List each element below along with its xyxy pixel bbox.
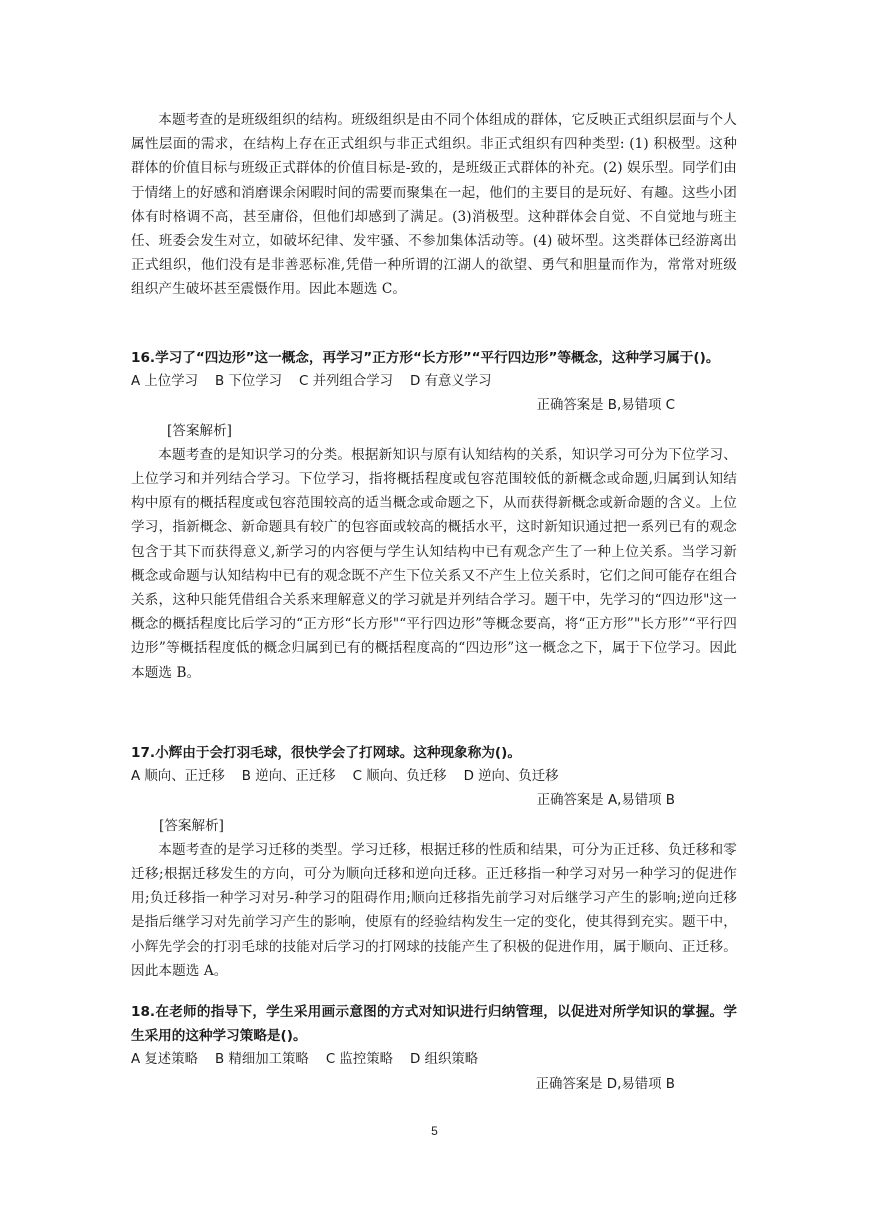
question-17-answer: 正确答案是 A,易错项 B bbox=[536, 793, 675, 809]
question-18-options: A 复述策略 B 精细加工策略 C 监控策略 D 组织策略 bbox=[131, 1052, 479, 1068]
question-17-options: A 顺向、正迁移 B 逆向、正迁移 C 顺向、负迁移 D 逆向、负迁移 bbox=[131, 769, 559, 785]
question-16-analysis: 本题考查的是知识学习的分类。根据新知识与原有认知结构的关系，知识学习可分为下位学习、上位学习和并列结合学习。下位学习，指将概括程度或包容范围较低的新概念或命题,归属到认知结构中原有的概括程度或包容范围较高的适当概念或命题之下，从而获得新概念或新命题的含义。上位学习，指新概念、新命题具有较广的包容面或较高的概括水平，这时新知识通过把一系列已有的观念包含于其下而获得意义,新学习的内容便与学生认知结构中已有观念产生了一种上位关系。当学习新概念或命题与认知结构中已有的观念既不产生下位关系又不产生上位关系时，它们之间可能存在组合关系，这种只能凭借组合关系来理解意义的学习就是并列结合学习。题干中，先学习的“四边形"这一概念的概括程度比后学习的“正方形“长方形"“平行四边形”等概念要高，将“正方形”"长方形”“平行四边形”等概括程度低的概念归属到已有的概括程度高的“四边形”这一概念之下，属于下位学习。因此本题选 B。 bbox=[131, 446, 737, 681]
question-18 bbox=[131, 1000, 737, 1097]
question-17-stem: 17.小辉由于会打羽毛球，很快学会了打网球。这种现象称为()。 bbox=[131, 745, 521, 761]
question-18-stem: 18.在老师的指导下，学生采用画示意图的方式对知识进行归纳管理，以促进对所学知识的掌握。学生采用的这种学习策略是()。 bbox=[131, 1004, 737, 1045]
intro-section bbox=[131, 108, 737, 302]
intro-paragraph: 本题考查的是班级组织的结构。班级组织是由不同个体组成的群体，它反映正式组织层面与个人属性层面的需求，在结构上存在正式组织与非正式组织。非正式组织有四种类型: (1) 积极型。这种群体的价值目标与班级正式群体的价值目标是-致的，是班级正式群体的补充。(2) 娱乐型。同学们由于情绪上的好感和消磨课余闲暇时间的需要而聚集在一起，他们的主要目的是玩好、有趣。这些小团体有时格调不高，甚至庸俗，但他们却感到了满足。(3)消极型。这种群体会自觉、不自觉地与班主任、班委会发生对立，如破坏纪律、发牢骚、不参加集体活动等。(4) 破坏型。这类群体已经游离出正式组织，他们没有是非善恶标准,凭借一种所谓的江湖人的欲望、勇气和胆量而作为，常常对班级组织产生破坏甚至震慑作用。因此本题选 C。 bbox=[131, 112, 737, 298]
question-17 bbox=[131, 741, 737, 983]
question-16 bbox=[131, 346, 737, 685]
question-16-options: A 上位学习 B 下位学习 C 并列组合学习 D 有意义学习 bbox=[131, 374, 492, 390]
page-number: 5 bbox=[431, 1124, 438, 1138]
question-16-answer: 正确答案是 B,易错项 C bbox=[536, 398, 675, 414]
question-18-answer: 正确答案是 D,易错项 B bbox=[535, 1076, 675, 1092]
question-16-analysis-tag: [答案解析] bbox=[167, 422, 232, 439]
question-17-analysis: 本题考查的是学习迁移的类型。学习迁移，根据迁移的性质和结果，可分为正迁移、负迁移和零迁移;根据迁移发生的方向，可分为顺向迁移和逆向迁移。正迁移指一种学习对另一种学习的促进作用;负迁移指一种学习对另-种学习的阻碍作用;顺向迁移指先前学习对后继学习产生的影响;逆向迁移是指后继学习对先前学习产生的影响，使原有的经验结构发生一定的变化，使其得到充实。题干中，小辉先学会的打羽毛球的技能对后学习的打网球的技能产生了积极的促进作用，属于顺向、正迁移。因此本题选 A。 bbox=[131, 841, 737, 979]
question-17-analysis-tag: [答案解析] bbox=[159, 817, 224, 834]
question-16-stem: 16.学习了“四边形”这一概念，再学习”正方形“长方形”“平行四边形”等概念，这种学习属于()。 bbox=[131, 350, 720, 366]
